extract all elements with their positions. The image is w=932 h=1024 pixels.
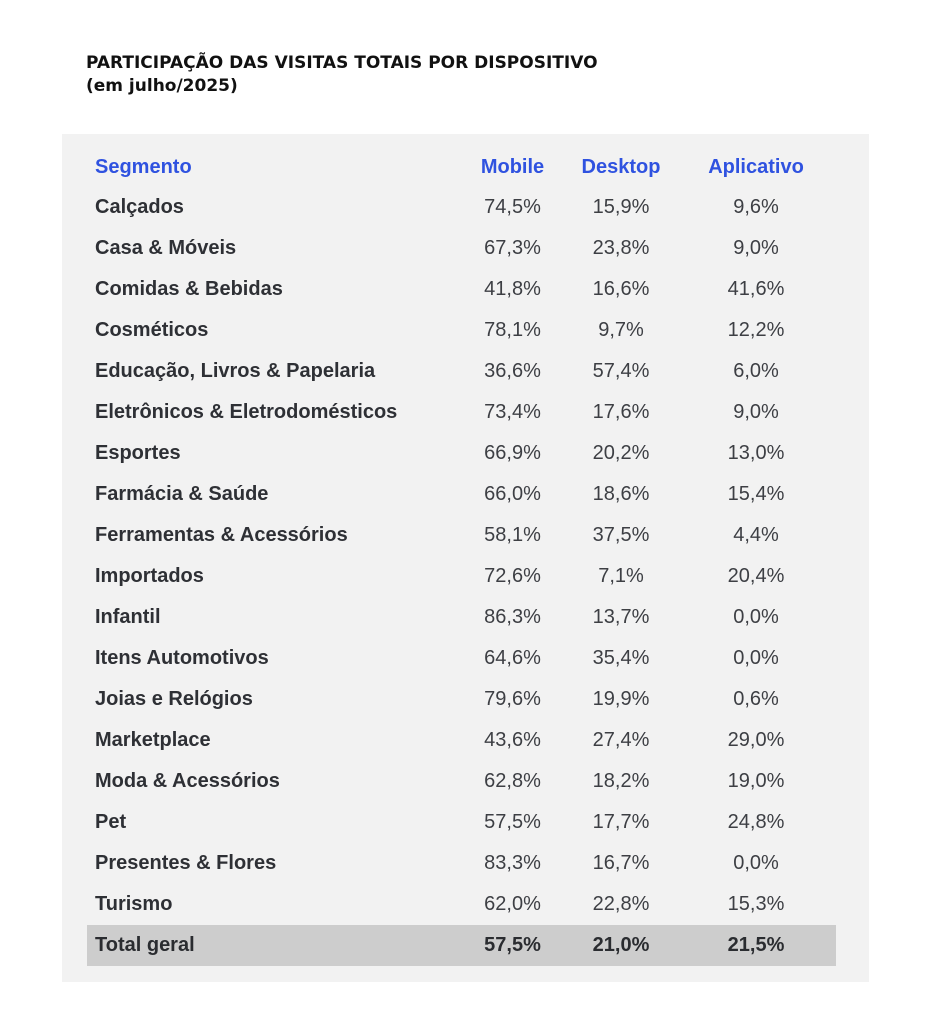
row-desktop: 18,6%: [592, 483, 650, 505]
row-segment: Itens Automotivos: [95, 647, 269, 669]
row-desktop: 17,6%: [592, 401, 650, 423]
row-segment: Marketplace: [95, 729, 211, 751]
row-app: 15,4%: [727, 483, 785, 505]
table-row: [87, 187, 836, 228]
row-desktop: 22,8%: [592, 893, 650, 915]
row-desktop: 17,7%: [592, 811, 650, 833]
total-row: [87, 925, 836, 966]
table-row: [87, 802, 836, 843]
header-app: Aplicativo: [708, 155, 804, 178]
row-desktop: 16,6%: [592, 278, 650, 300]
total-app: 21,5%: [676, 925, 836, 966]
table-row: [87, 843, 836, 884]
device-share-table: [87, 147, 836, 966]
row-mobile: 62,0%: [484, 893, 541, 915]
row-desktop: 9,7%: [598, 319, 644, 341]
row-mobile: 83,3%: [484, 852, 541, 874]
row-segment: Ferramentas & Acessórios: [95, 524, 348, 546]
row-desktop: 7,1%: [598, 565, 644, 587]
row-segment: Joias e Relógios: [95, 688, 253, 710]
row-segment: Pet: [95, 811, 127, 833]
table-header-row: [87, 147, 836, 187]
row-desktop: 27,4%: [592, 729, 650, 751]
row-app: 0,6%: [733, 688, 779, 710]
table-row: [87, 556, 836, 597]
table-row: [87, 433, 836, 474]
table-row: [87, 720, 836, 761]
total-mobile: 57,5%: [459, 925, 566, 966]
table-row: [87, 269, 836, 310]
row-app: 6,0%: [733, 360, 779, 382]
row-segment: Farmácia & Saúde: [95, 483, 269, 505]
table-panel: [62, 134, 869, 982]
header-mobile: Mobile: [480, 155, 545, 178]
row-segment: Casa & Móveis: [95, 237, 237, 259]
row-segment: Presentes & Flores: [95, 852, 277, 874]
row-app: 9,0%: [733, 401, 779, 423]
row-segment: Cosméticos: [95, 319, 209, 341]
row-desktop: 13,7%: [592, 606, 650, 628]
row-mobile: 43,6%: [484, 729, 541, 751]
chart-title-block: [86, 52, 598, 98]
row-app: 13,0%: [727, 442, 785, 464]
row-app: 15,3%: [727, 893, 785, 915]
row-mobile: 78,1%: [484, 319, 541, 341]
row-mobile: 41,8%: [484, 278, 541, 300]
row-desktop: 57,4%: [592, 360, 650, 382]
row-desktop: 35,4%: [592, 647, 650, 669]
row-app: 12,2%: [727, 319, 785, 341]
table-body: [87, 187, 836, 925]
row-desktop: 18,2%: [592, 770, 650, 792]
row-mobile: 79,6%: [484, 688, 541, 710]
row-mobile: 64,6%: [484, 647, 541, 669]
row-app: 4,4%: [733, 524, 779, 546]
row-app: 29,0%: [727, 729, 785, 751]
row-desktop: 19,9%: [592, 688, 650, 710]
chart-subtitle: (em julho/2025): [86, 76, 238, 96]
row-segment: Esportes: [95, 442, 181, 464]
table-row: [87, 515, 836, 556]
header-desktop: Desktop: [581, 155, 661, 178]
row-segment: Comidas & Bebidas: [95, 278, 283, 300]
row-mobile: 67,3%: [484, 237, 541, 259]
table-row: [87, 761, 836, 802]
header-segment: Segmento: [95, 155, 192, 178]
row-app: 9,6%: [733, 196, 779, 218]
total-label: Total geral: [87, 925, 459, 966]
row-mobile: 86,3%: [484, 606, 541, 628]
row-app: 41,6%: [727, 278, 785, 300]
row-app: 19,0%: [727, 770, 785, 792]
row-app: 9,0%: [733, 237, 779, 259]
total-desktop: 21,0%: [566, 925, 676, 966]
row-mobile: 73,4%: [484, 401, 541, 423]
row-segment: Turismo: [95, 893, 173, 915]
chart-title: PARTICIPAÇÃO DAS VISITAS TOTAIS POR DISPOSITIVO: [86, 53, 598, 73]
row-segment: Infantil: [95, 606, 161, 628]
row-desktop: 16,7%: [592, 852, 650, 874]
row-segment: Educação, Livros & Papelaria: [95, 360, 376, 382]
row-app: 0,0%: [733, 606, 779, 628]
row-desktop: 20,2%: [592, 442, 650, 464]
table-row: [87, 884, 836, 925]
row-desktop: 37,5%: [592, 524, 650, 546]
table-row: [87, 679, 836, 720]
table-row: [87, 351, 836, 392]
row-desktop: 23,8%: [592, 237, 650, 259]
row-segment: Importados: [95, 565, 204, 587]
row-mobile: 62,8%: [484, 770, 541, 792]
row-app: 0,0%: [733, 852, 779, 874]
row-mobile: 66,9%: [484, 442, 541, 464]
row-desktop: 15,9%: [592, 196, 650, 218]
row-mobile: 58,1%: [484, 524, 541, 546]
row-app: 0,0%: [733, 647, 779, 669]
row-app: 20,4%: [727, 565, 785, 587]
table-row: [87, 228, 836, 269]
table-row: [87, 310, 836, 351]
row-mobile: 66,0%: [484, 483, 541, 505]
table-row: [87, 392, 836, 433]
row-app: 24,8%: [727, 811, 785, 833]
row-mobile: 36,6%: [484, 360, 541, 382]
table-row: [87, 474, 836, 515]
row-segment: Calçados: [95, 196, 184, 218]
row-segment: Eletrônicos & Eletrodomésticos: [95, 401, 398, 423]
row-segment: Moda & Acessórios: [95, 770, 280, 792]
row-mobile: 74,5%: [484, 196, 541, 218]
table-row: [87, 638, 836, 679]
row-mobile: 72,6%: [484, 565, 541, 587]
table-row: [87, 597, 836, 638]
row-mobile: 57,5%: [484, 811, 541, 833]
